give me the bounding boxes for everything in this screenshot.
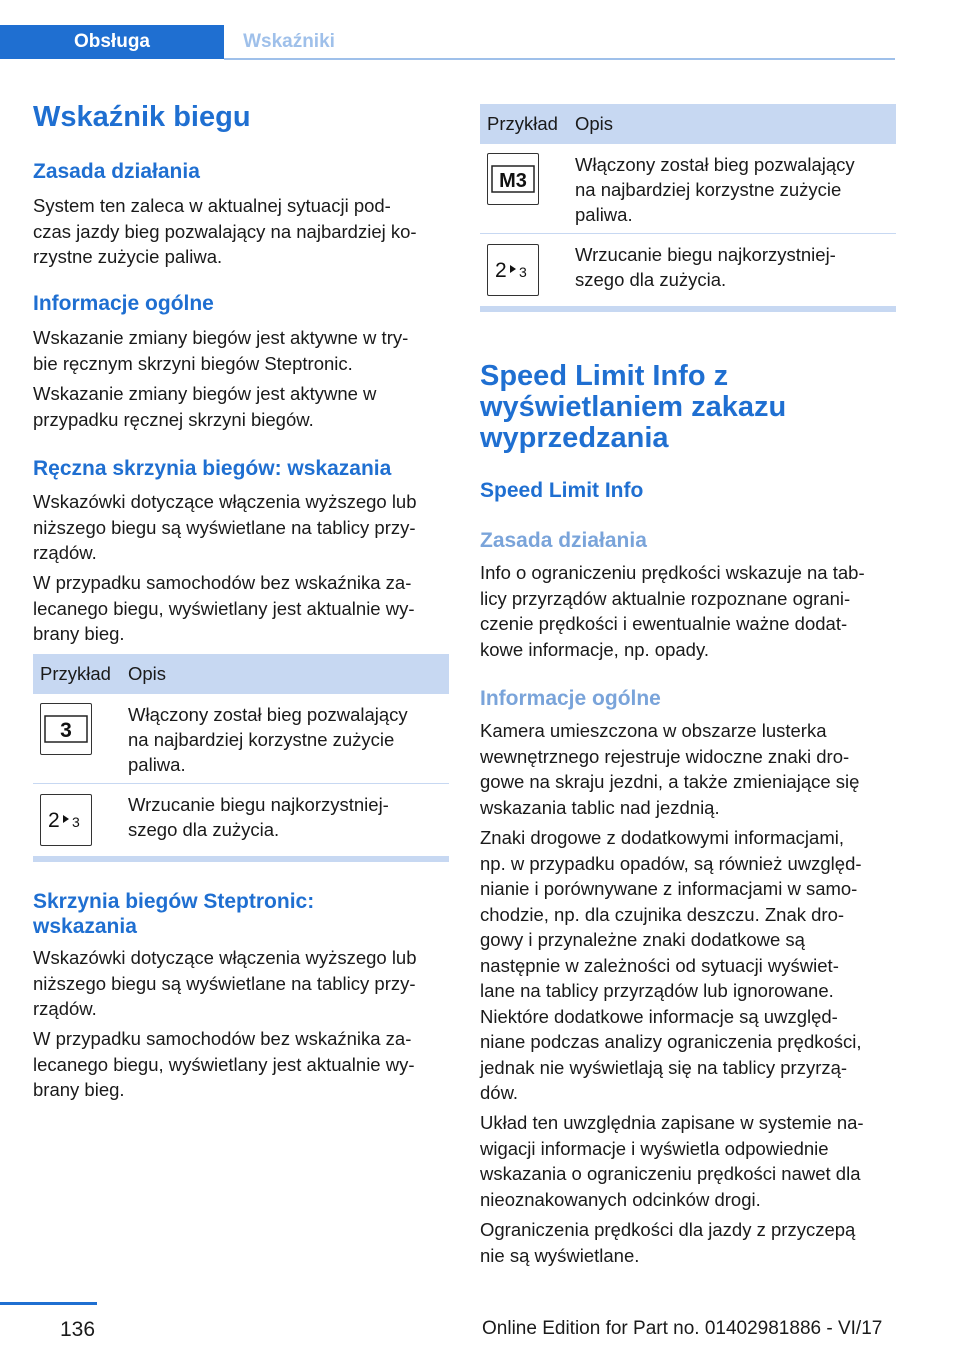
table-header xyxy=(33,654,449,694)
gear-table-manual xyxy=(33,654,449,862)
tab-obsluga[interactable]: Obsługa xyxy=(0,25,224,59)
row-description: Włączony został bieg pozwalający na najbardziej korzystne zużycie paliwa. xyxy=(128,704,408,775)
paragraph-zasada: Info o ograniczeniu prędkości wskazuje na tab- licy przyrządów aktualnie rozpoznane ograni- czenie prędkości i ewentualnie ważne dodat- kowe informacje, np. opady. xyxy=(480,562,865,660)
column-header-example: Przykład xyxy=(487,113,558,134)
page-number: 136 xyxy=(60,1318,96,1341)
header-divider xyxy=(224,58,895,60)
heading-steptronic: Skrzynia biegów Steptronic: wskazania xyxy=(33,890,315,938)
column-header-example: Przykład xyxy=(40,663,111,684)
table-header xyxy=(480,104,896,144)
row-description: Wrzucanie biegu najkorzystniej- szego dla zużycia. xyxy=(128,794,389,840)
paragraph-info-1: Wskazanie zmiany biegów jest aktywne w try- bie ręcznym skrzyni biegów Steptronic. xyxy=(33,327,409,374)
heading-zasada-dzialania: Zasada działania xyxy=(480,529,647,552)
paragraph-zasada: System ten zaleca w aktualnej sytuacji pod- czas jazdy bieg pozwalający na najbardziej ko- rzystne zużycie paliwa. xyxy=(33,195,417,267)
tab-wskazniki[interactable]: Wskaźniki xyxy=(243,31,335,52)
gear-3-icon xyxy=(40,703,92,755)
paragraph-reczna-2: W przypadku samochodów bez wskaźnika za- lecanego biegu, wyświetlany jest aktualnie wy- brany bieg. xyxy=(33,572,415,644)
paragraph-info-2: Wskazanie zmiany biegów jest aktywne w przypadku ręcznej skrzyni biegów. xyxy=(33,383,377,430)
row-description: Wrzucanie biegu najkorzystniej- szego dla zużycia. xyxy=(575,244,836,290)
paragraph-info-1: Kamera umieszczona w obszarze lusterka wewnętrznego rejestruje widoczne znaki dro- gowe na skraju jezdni, a także zmieniające się wskazania tablic nad jezdnią. xyxy=(480,720,860,818)
table-row xyxy=(480,234,896,306)
svg-text:3: 3 xyxy=(60,719,72,742)
heading-speed-limit-info: Speed Limit Info xyxy=(480,479,644,502)
heading-zasada-dzialania: Zasada działania xyxy=(33,160,200,183)
section-title-speed-limit: Speed Limit Info z wyświetlaniem zakazu wyprzedzania xyxy=(480,360,787,454)
table-bottom-rule xyxy=(33,856,449,862)
heading-informacje-ogolne: Informacje ogólne xyxy=(33,292,214,315)
svg-text:M3: M3 xyxy=(499,170,527,192)
paragraph-steptronic-1: Wskazówki dotyczące włączenia wyższego lub niższego biegu są wyświetlane na tablicy przy- rządów. xyxy=(33,947,417,1019)
edition-note: Online Edition for Part no. 01402981886 - VI/17 xyxy=(482,1318,883,1339)
paragraph-info-3: Układ ten uwzględnia zapisane w systemie na- wigacji informacje i wyświetla odpowiednie wskazania o ograniczeniu prędkości nawet dla nieoznakowanych odcinków drogi. xyxy=(480,1112,864,1210)
table-bottom-rule xyxy=(480,306,896,312)
svg-text:3: 3 xyxy=(519,264,527,280)
column-header-description: Opis xyxy=(128,663,167,684)
row-description: Włączony został bieg pozwalający na najbardziej korzystne zużycie paliwa. xyxy=(575,154,855,225)
heading-informacje-ogolne: Informacje ogólne xyxy=(480,687,661,710)
table-row xyxy=(33,784,449,856)
paragraph-steptronic-2: W przypadku samochodów bez wskaźnika za- lecanego biegu, wyświetlany jest aktualnie wy- brany bieg. xyxy=(33,1028,415,1100)
svg-text:3: 3 xyxy=(72,814,80,830)
column-header-description: Opis xyxy=(575,113,614,134)
paragraph-info-2: Znaki drogowe z dodatkowymi informacjami, np. w przypadku opadów, są również uwzględ- nianie i porównywane z informacjami w samo- chodzie, np. dla czujnika deszczu. Znak dro- gowy i przynależne znaki dodatkowe są następnie w zależności od sytuacji wyświet- lane na tablicy przyrządów lub ignorowane. Niektóre dodatkowe informacje są uwzględ- niane podczas analizy ograniczenia prędkości, jednak nie wyświetlają się na tablicy przyrzą- dów. xyxy=(480,827,862,1103)
paragraph-info-4: Ograniczenia prędkości dla jazdy z przyczepą nie są wyświetlane. xyxy=(480,1219,856,1266)
gear-shift-up-icon xyxy=(487,244,539,296)
table-row xyxy=(33,694,449,784)
gear-m3-icon xyxy=(487,153,539,205)
section-title-gear-indicator: Wskaźnik biegu xyxy=(33,101,251,133)
heading-reczna-skrzynia: Ręczna skrzynia biegów: wskazania xyxy=(33,457,392,480)
footer-rule xyxy=(0,1302,97,1305)
gear-shift-up-icon xyxy=(40,794,92,846)
paragraph-reczna-1: Wskazówki dotyczące włączenia wyższego lub niższego biegu są wyświetlane na tablicy przy- rządów. xyxy=(33,491,417,563)
svg-text:2: 2 xyxy=(48,809,60,832)
gear-table-steptronic xyxy=(480,104,896,312)
header-tabs xyxy=(0,0,895,62)
svg-text:2: 2 xyxy=(495,259,507,282)
table-row xyxy=(480,144,896,234)
